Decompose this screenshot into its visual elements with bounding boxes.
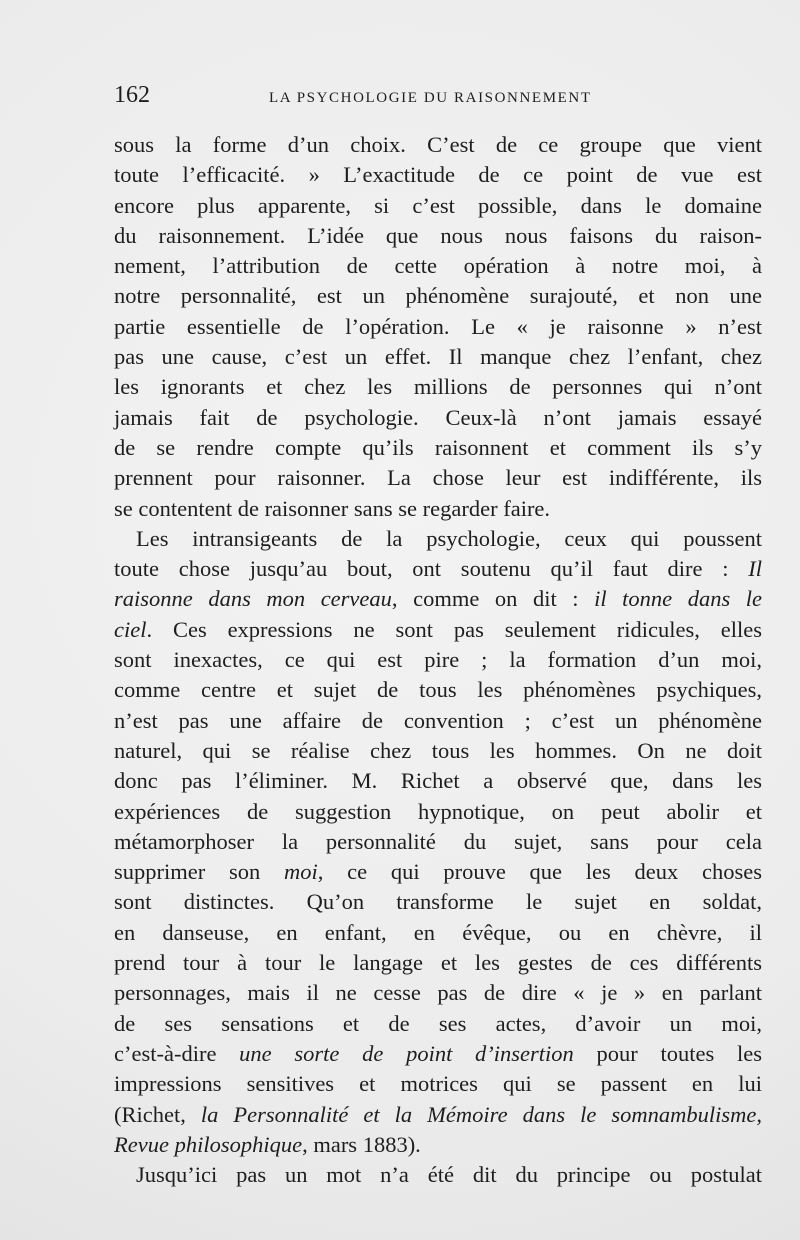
text-line [114, 706, 762, 736]
text-line [114, 433, 762, 463]
body-text [114, 130, 762, 1190]
text-segment: , mars 1883). [302, 1131, 421, 1157]
text-segment: jamais fait de psychologie. Ceux-là n’ont jamais essayé [114, 404, 762, 430]
text-segment: expériences de suggestion hypnotique, on peut abolir et [114, 798, 762, 824]
text-segment: supprimer son [114, 859, 284, 885]
text-segment: (Richet, [114, 1101, 201, 1127]
text-segment: impressions sensitives et motrices qui se passent en lui [114, 1071, 762, 1097]
text-line [114, 221, 762, 251]
text-segment: métamorphoser la personnalité du sujet, sans pour cela [114, 828, 762, 854]
text-segment: c’est-à-dire [114, 1040, 240, 1066]
text-line [114, 948, 762, 978]
running-title: LA PSYCHOLOGIE DU RAISONNEMENT [269, 90, 592, 106]
text-segment: de ses sensations et de ses actes, d’avoir un moi, [114, 1010, 762, 1036]
text-line [114, 191, 762, 221]
italic-text: une sorte de point d’insertion [239, 1040, 574, 1066]
text-segment: les ignorants et chez les millions de personnes qui n’ont [114, 374, 762, 400]
text-line [114, 978, 762, 1008]
text-line [114, 130, 762, 160]
text-segment: toute l’efficacité. » L’exactitude de ce point de vue est [114, 162, 762, 188]
italic-text: Il [748, 556, 762, 582]
text-segment: sous la forme d’un choix. C’est de ce groupe que vient [114, 132, 762, 157]
text-segment: , comme on dit : [391, 586, 595, 612]
page-number: 162 [114, 82, 150, 108]
text-line [114, 160, 762, 190]
text-line [114, 887, 762, 917]
text-segment: notre personnalité, est un phénomène surajouté, et non une [114, 283, 762, 309]
text-segment: . Ces expressions ne sont pas seulement ridicules, elles [146, 616, 762, 642]
text-segment: donc pas l’éliminer. M. Richet a observé que, dans les [114, 768, 762, 794]
italic-text: il tonne dans le [594, 586, 762, 612]
text-line [114, 554, 762, 584]
italic-text: ciel [114, 616, 147, 642]
text-segment: se contentent de raisonner sans se regarder faire. [114, 495, 551, 521]
text-line [114, 1130, 762, 1160]
text-segment: naturel, qui se réalise chez tous les hommes. On ne doit [114, 737, 762, 763]
text-segment: de se rendre compte qu’ils raisonnent et comment ils s’y [114, 434, 762, 460]
text-segment: pas une cause, c’est un effet. Il manque chez l’enfant, chez [114, 344, 762, 370]
text-line [114, 675, 762, 705]
text-line [114, 251, 762, 281]
text-segment: pour toutes les [573, 1040, 762, 1066]
text-segment: prend tour à tour le langage et les gestes de ces différents [114, 950, 762, 976]
text-line [114, 857, 762, 887]
text-segment: n’est pas une affaire de convention ; c’est un phénomène [114, 707, 762, 733]
text-segment: Jusqu’ici pas un mot n’a été dit du principe ou postulat [136, 1162, 762, 1188]
text-line [114, 1009, 762, 1039]
text-segment: prennent pour raisonner. La chose leur est indifférente, ils [114, 465, 762, 491]
text-line [114, 403, 762, 433]
page-header [114, 82, 760, 112]
text-line [114, 281, 762, 311]
text-line [114, 1100, 762, 1130]
text-segment: sont distinctes. Qu’on transforme le sujet en soldat, [114, 889, 762, 915]
text-segment: encore plus apparente, si c’est possible, dans le domaine [114, 192, 762, 218]
text-line [114, 797, 762, 827]
text-line [114, 736, 762, 766]
text-line [114, 766, 762, 796]
italic-text: Revue philosophique [114, 1131, 303, 1157]
text-line [114, 584, 762, 614]
text-segment: en danseuse, en enfant, en évêque, ou en chèvre, il [114, 919, 762, 945]
text-line [114, 615, 762, 645]
text-line [114, 342, 762, 372]
text-segment: toute chose jusqu’au bout, ont soutenu qu’il faut dire : [114, 556, 749, 582]
italic-text: raisonne dans mon cerveau [114, 586, 392, 612]
text-line [114, 918, 762, 948]
text-line [114, 827, 762, 857]
text-line [114, 1069, 762, 1099]
text-line [114, 494, 762, 524]
text-line [114, 645, 762, 675]
text-segment: sont inexactes, ce qui est pire ; la formation d’un moi, [114, 647, 762, 673]
text-segment: nement, l’attribution de cette opération à notre moi, à [114, 253, 762, 279]
italic-text: la Personnalité et la Mémoire dans le somnambulisme, [200, 1101, 762, 1127]
text-segment: , ce qui prouve que les deux choses [317, 859, 762, 885]
text-line [114, 372, 762, 402]
text-segment: comme centre et sujet de tous les phénomènes psychiques, [114, 677, 762, 703]
text-segment: personnages, mais il ne cesse pas de dire « je » en parlant [114, 980, 762, 1006]
text-segment: Les intransigeants de la psychologie, ceux qui poussent [136, 525, 762, 551]
text-line [114, 312, 762, 342]
text-segment: du raisonnement. L’idée que nous nous faisons du raison- [114, 222, 762, 248]
text-segment: partie essentielle de l’opération. Le « je raisonne » n’est [114, 313, 762, 339]
text-line [114, 524, 762, 554]
italic-text: moi [283, 859, 318, 885]
text-line [114, 1160, 762, 1190]
text-line [114, 463, 762, 493]
text-line [114, 1039, 762, 1069]
